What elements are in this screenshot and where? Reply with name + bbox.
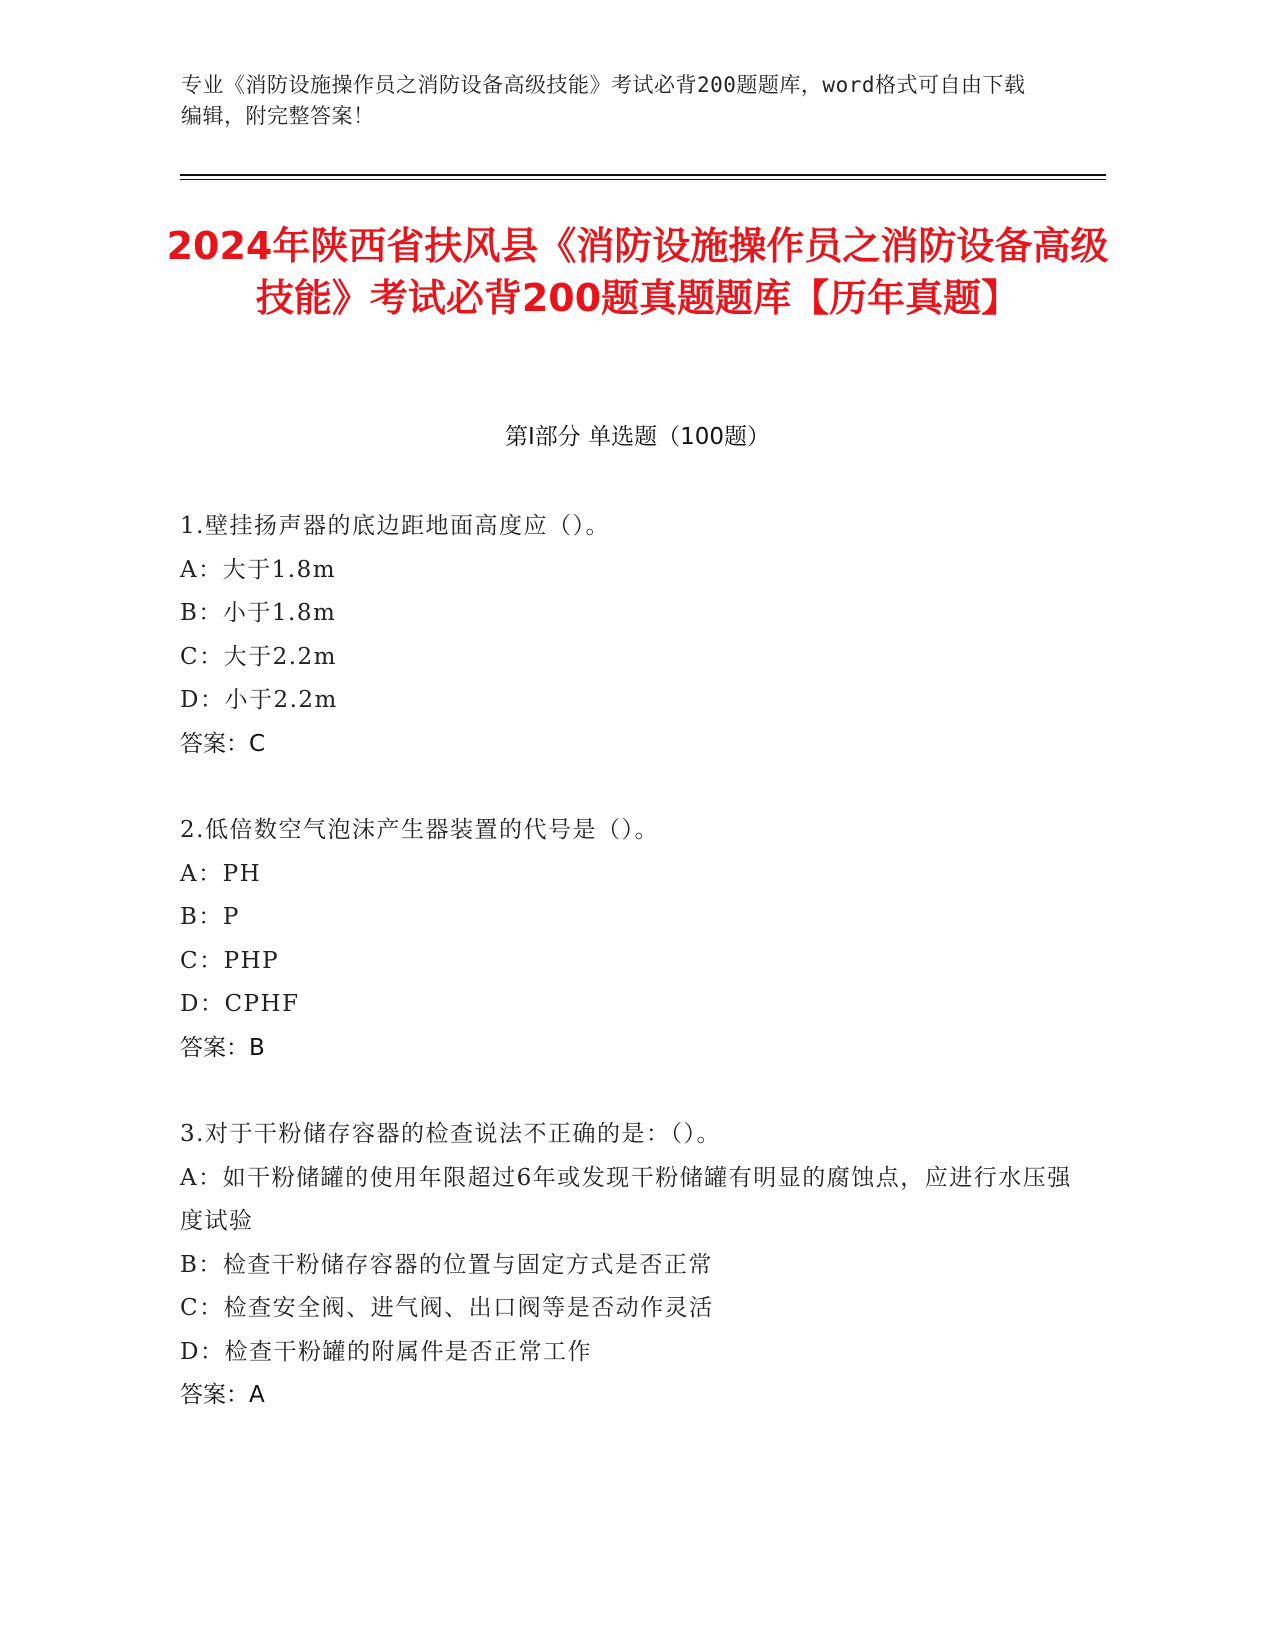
option-text: 如干粉储罐的使用年限超过6年或发现干粉储罐有明显的腐蚀点，应进行水压强度试验 bbox=[180, 1164, 1072, 1234]
option-text: PHP bbox=[223, 947, 280, 974]
option-text: P bbox=[222, 904, 240, 930]
option-label: A： bbox=[180, 860, 223, 887]
question-stem: 3.对于干粉储存容器的检查说法不正确的是：（）。 bbox=[180, 1121, 721, 1147]
option-label: C： bbox=[180, 643, 224, 670]
option-label: C： bbox=[180, 1295, 224, 1321]
option-label: B： bbox=[180, 1251, 223, 1278]
section-heading: 第I部分 单选题（100题） bbox=[505, 424, 770, 450]
question-stem: 2.低倍数空气泡沫产生器装置的代号是（）。 bbox=[180, 817, 659, 843]
question-item bbox=[180, 809, 1080, 1070]
option-text: 检查干粉罐的附属件是否正常工作 bbox=[224, 1338, 592, 1365]
question-stem: 1.壁挂扬声器的底边距地面高度应（）。 bbox=[180, 513, 610, 539]
option-label: C： bbox=[180, 947, 224, 974]
option-label: D： bbox=[180, 991, 225, 1017]
option-text: 大于1.8m bbox=[222, 556, 337, 583]
option-text: CPHF bbox=[224, 991, 300, 1017]
option-d bbox=[180, 1331, 1080, 1375]
option-label: B： bbox=[180, 904, 223, 930]
option-a bbox=[180, 1157, 1080, 1244]
option-a bbox=[180, 853, 1080, 897]
answer-line: 答案：A bbox=[180, 1382, 265, 1408]
option-label: D： bbox=[180, 687, 225, 713]
option-label: A： bbox=[180, 1164, 223, 1191]
header-note: 专业《消防设施操作员之消防设备高级技能》考试必背200题题库，word格式可自由下载编辑，附完整答案！ bbox=[181, 73, 1026, 128]
option-text: 检查干粉储存容器的位置与固定方式是否正常 bbox=[222, 1251, 713, 1278]
option-b bbox=[180, 1244, 1080, 1288]
option-label: B： bbox=[180, 600, 223, 626]
question-item bbox=[180, 1113, 1080, 1418]
option-b bbox=[180, 896, 1080, 940]
header-divider-thin bbox=[180, 179, 1106, 180]
option-text: 大于2.2m bbox=[223, 643, 337, 670]
option-text: 小于2.2m bbox=[224, 687, 338, 713]
answer-line: 答案：B bbox=[180, 1034, 265, 1061]
document-title: 2024年陕西省扶风县《消防设施操作员之消防设备高级技能》考试必背200题真题题库【历年真题】 bbox=[166, 224, 1109, 320]
question-item bbox=[180, 505, 1080, 766]
option-label: D： bbox=[180, 1338, 225, 1365]
option-text: PH bbox=[222, 860, 262, 887]
option-c bbox=[180, 636, 1080, 680]
option-label: A： bbox=[180, 556, 223, 583]
header-divider-thick bbox=[180, 174, 1106, 176]
option-c bbox=[180, 1287, 1080, 1331]
option-d bbox=[180, 679, 1080, 723]
option-d bbox=[180, 983, 1080, 1027]
option-text: 小于1.8m bbox=[222, 600, 337, 626]
option-a bbox=[180, 549, 1080, 593]
option-c bbox=[180, 940, 1080, 984]
option-text: 检查安全阀、进气阀、出口阀等是否动作灵活 bbox=[223, 1295, 714, 1321]
question-list bbox=[180, 505, 1080, 1461]
option-b bbox=[180, 592, 1080, 636]
answer-line: 答案：C bbox=[180, 730, 266, 757]
